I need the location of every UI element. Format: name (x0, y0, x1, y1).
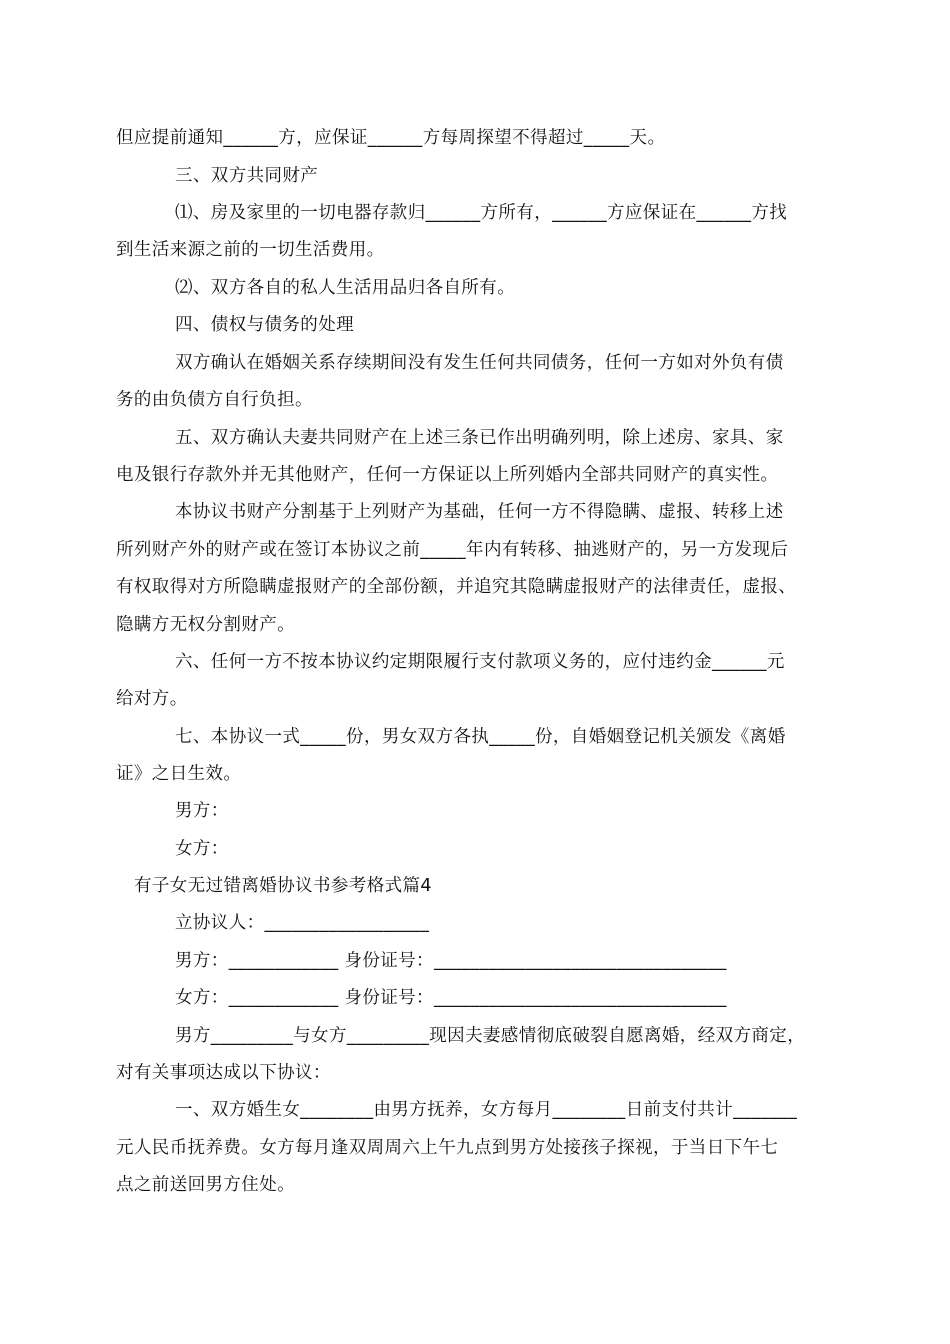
text-line: 元人民币抚养费。女方每月逢双周周六上午九点到男方处接孩子探视，于当日下午七 (116, 1138, 779, 1158)
text-line: 男方_________与女方_________现因夫妻感情彻底破裂自愿离婚，经双方商定， (175, 1026, 806, 1046)
text-line: ⑴、房及家里的一切电器存款归______方所有，______方应保证在______方找 (175, 203, 788, 223)
section-heading: 三、双方共同财产 (175, 166, 319, 186)
text-line: 点之前送回男方住处。 (116, 1175, 295, 1195)
text-line: 对有关事项达成以下协议： (116, 1063, 331, 1083)
text-line: 立协议人：__________________ (175, 913, 430, 933)
signature-label-female: 女方： (175, 839, 229, 859)
section-heading: 四、债权与债务的处理 (175, 315, 354, 335)
text-line: 务的由负债方自行负担。 (116, 390, 313, 410)
text-line: 本协议书财产分割基于上列财产为基础，任何一方不得隐瞒、虚报、转移上述 (175, 502, 784, 522)
text-line: 双方确认在婚姻关系存续期间没有发生任何共同债务，任何一方如对外负有债 (175, 353, 784, 373)
text-line: 七、本协议一式_____份，男女双方各执_____份，自婚姻登记机关颁发《离婚 (175, 727, 786, 747)
text-line: 证》之日生效。 (116, 764, 242, 784)
text-line: 有权取得对方所隐瞒虚报财产的全部份额，并追究其隐瞒虚报财产的法律责任，虚报、 (116, 577, 797, 597)
signature-label-male: 男方： (175, 801, 229, 821)
text-line: 到生活来源之前的一切生活费用。 (116, 240, 385, 260)
text-line: 六、任何一方不按本协议约定期限履行支付款项义务的，应付违约金______元 (175, 652, 785, 672)
text-line: 一、双方婚生女________由男方抚养，女方每月________日前支付共计_______ (175, 1100, 798, 1120)
text-line: 女方：____________ 身份证号：________________________________ (175, 988, 727, 1008)
text-line: 电及银行存款外并无其他财产，任何一方保证以上所列婚内全部共同财产的真实性。 (116, 465, 779, 485)
text-line: 五、双方确认夫妻共同财产在上述三条已作出明确列明，除上述房、家具、家 (175, 428, 784, 448)
text-line: 给对方。 (116, 689, 188, 709)
text-line: ⑵、双方各自的私人生活用品归各自所有。 (175, 278, 516, 298)
text-line: 男方：____________ 身份证号：________________________________ (175, 951, 727, 971)
document-title: 有子女无过错离婚协议书参考格式篇4 (134, 876, 432, 896)
text-line: 但应提前通知______方，应保证______方每周探望不得超过_____天。 (116, 128, 666, 148)
text-line: 所列财产外的财产或在签订本协议之前_____年内有转移、抽逃财产的，另一方发现后 (116, 540, 789, 560)
text-line: 隐瞒方无权分割财产。 (116, 615, 295, 635)
